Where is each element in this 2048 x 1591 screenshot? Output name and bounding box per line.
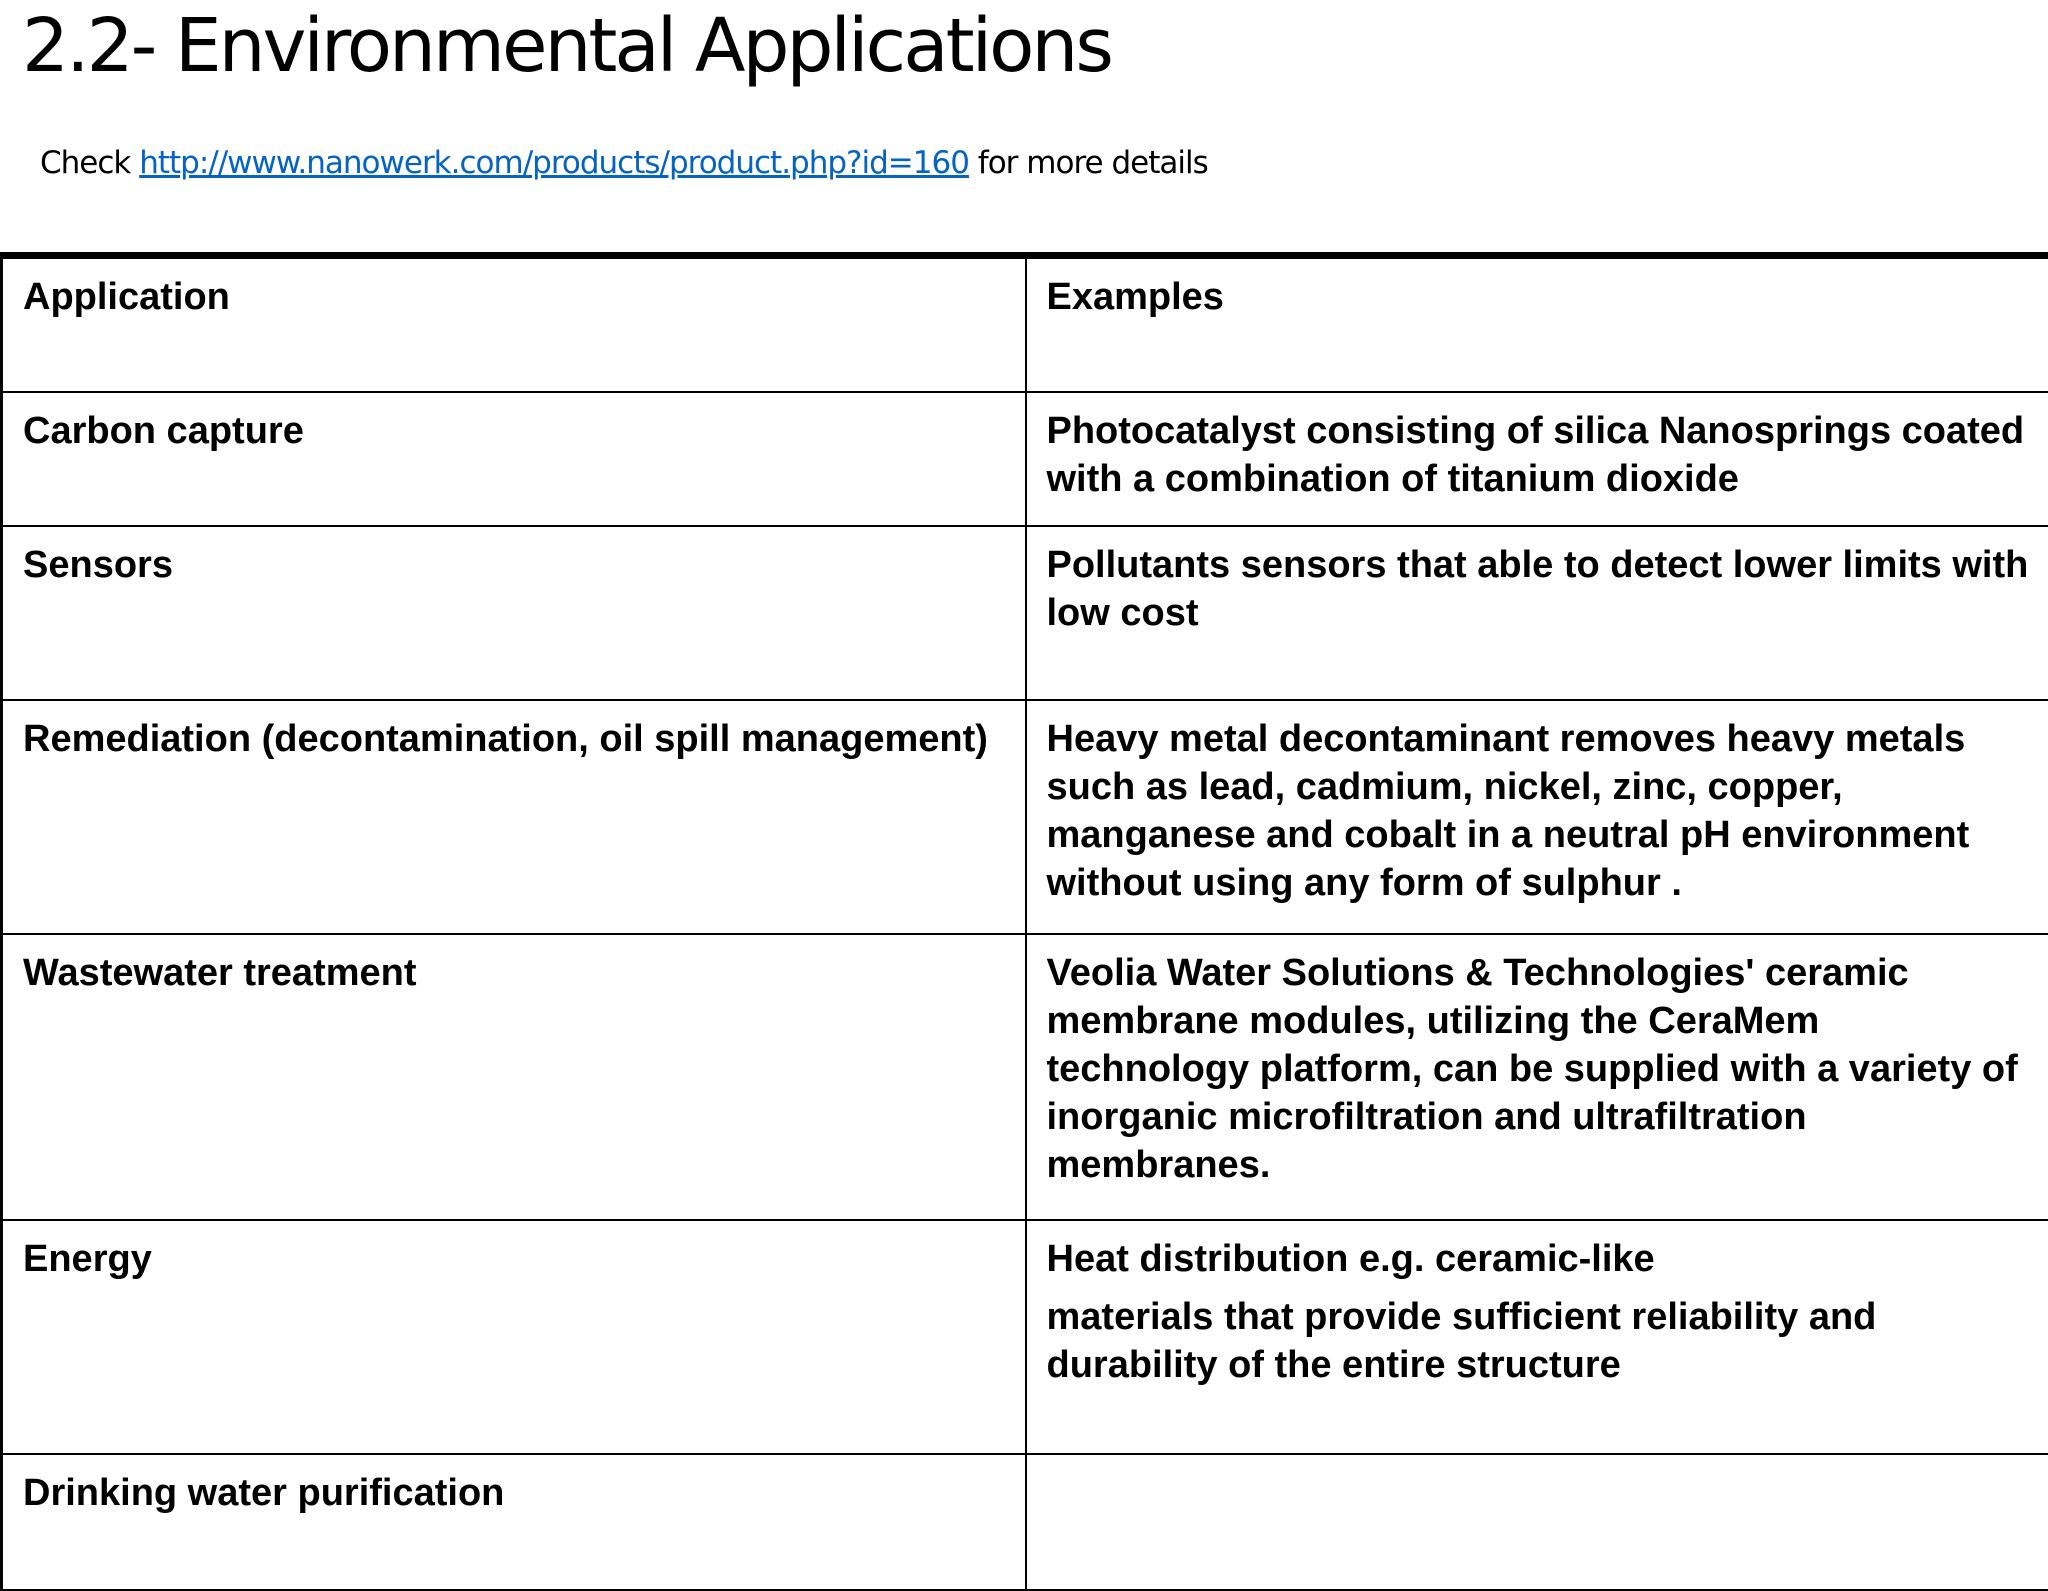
application-cell: Energy [2, 1220, 1026, 1454]
reference-line [40, 142, 1208, 184]
table-header-row [2, 258, 2048, 392]
table-row [2, 934, 2048, 1220]
table-row [2, 526, 2048, 700]
application-cell: Remediation (decontamination, oil spill management) [2, 700, 1026, 934]
applications-table [0, 257, 2048, 1591]
reference-suffix: for more details [969, 145, 1208, 181]
header-application: Application [2, 258, 1026, 392]
examples-cell [1026, 1220, 2048, 1454]
reference-link[interactable]: http://www.nanowerk.com/products/product.php?id=160 [139, 145, 969, 181]
applications-table-wrap [0, 252, 2048, 1591]
application-cell: Carbon capture [2, 392, 1026, 526]
table-row [2, 392, 2048, 526]
table-row [2, 1220, 2048, 1454]
header-examples: Examples [1026, 258, 2048, 392]
table-row [2, 1454, 2048, 1590]
application-cell: Sensors [2, 526, 1026, 700]
examples-cell: Photocatalyst consisting of silica Nanosprings coated with a combination of titanium dioxide [1026, 392, 2048, 526]
examples-paragraph-1: Heat distribution e.g. ceramic-like [1047, 1238, 1655, 1280]
examples-cell: Pollutants sensors that able to detect lower limits with low cost [1026, 526, 2048, 700]
application-cell: Wastewater treatment [2, 934, 1026, 1220]
table-row [2, 700, 2048, 934]
slide-title: 2.2- Environmental Applications [22, 0, 1111, 92]
examples-paragraph-2: materials that provide sufficient reliability and durability of the entire structure [1047, 1293, 2029, 1389]
reference-prefix: Check [40, 145, 139, 181]
examples-cell: Veolia Water Solutions & Technologies' ceramic membrane modules, utilizing the CeraMem technology platform, can be supplied with a variety of inorganic microfiltration and ultrafiltration membranes. [1026, 934, 2048, 1220]
examples-cell: Heavy metal decontaminant removes heavy metals such as lead, cadmium, nickel, zinc, copper, manganese and cobalt in a neutral pH environment without using any form of sulphur . [1026, 700, 2048, 934]
application-cell: Drinking water purification [2, 1454, 1026, 1590]
examples-cell [1026, 1454, 2048, 1590]
